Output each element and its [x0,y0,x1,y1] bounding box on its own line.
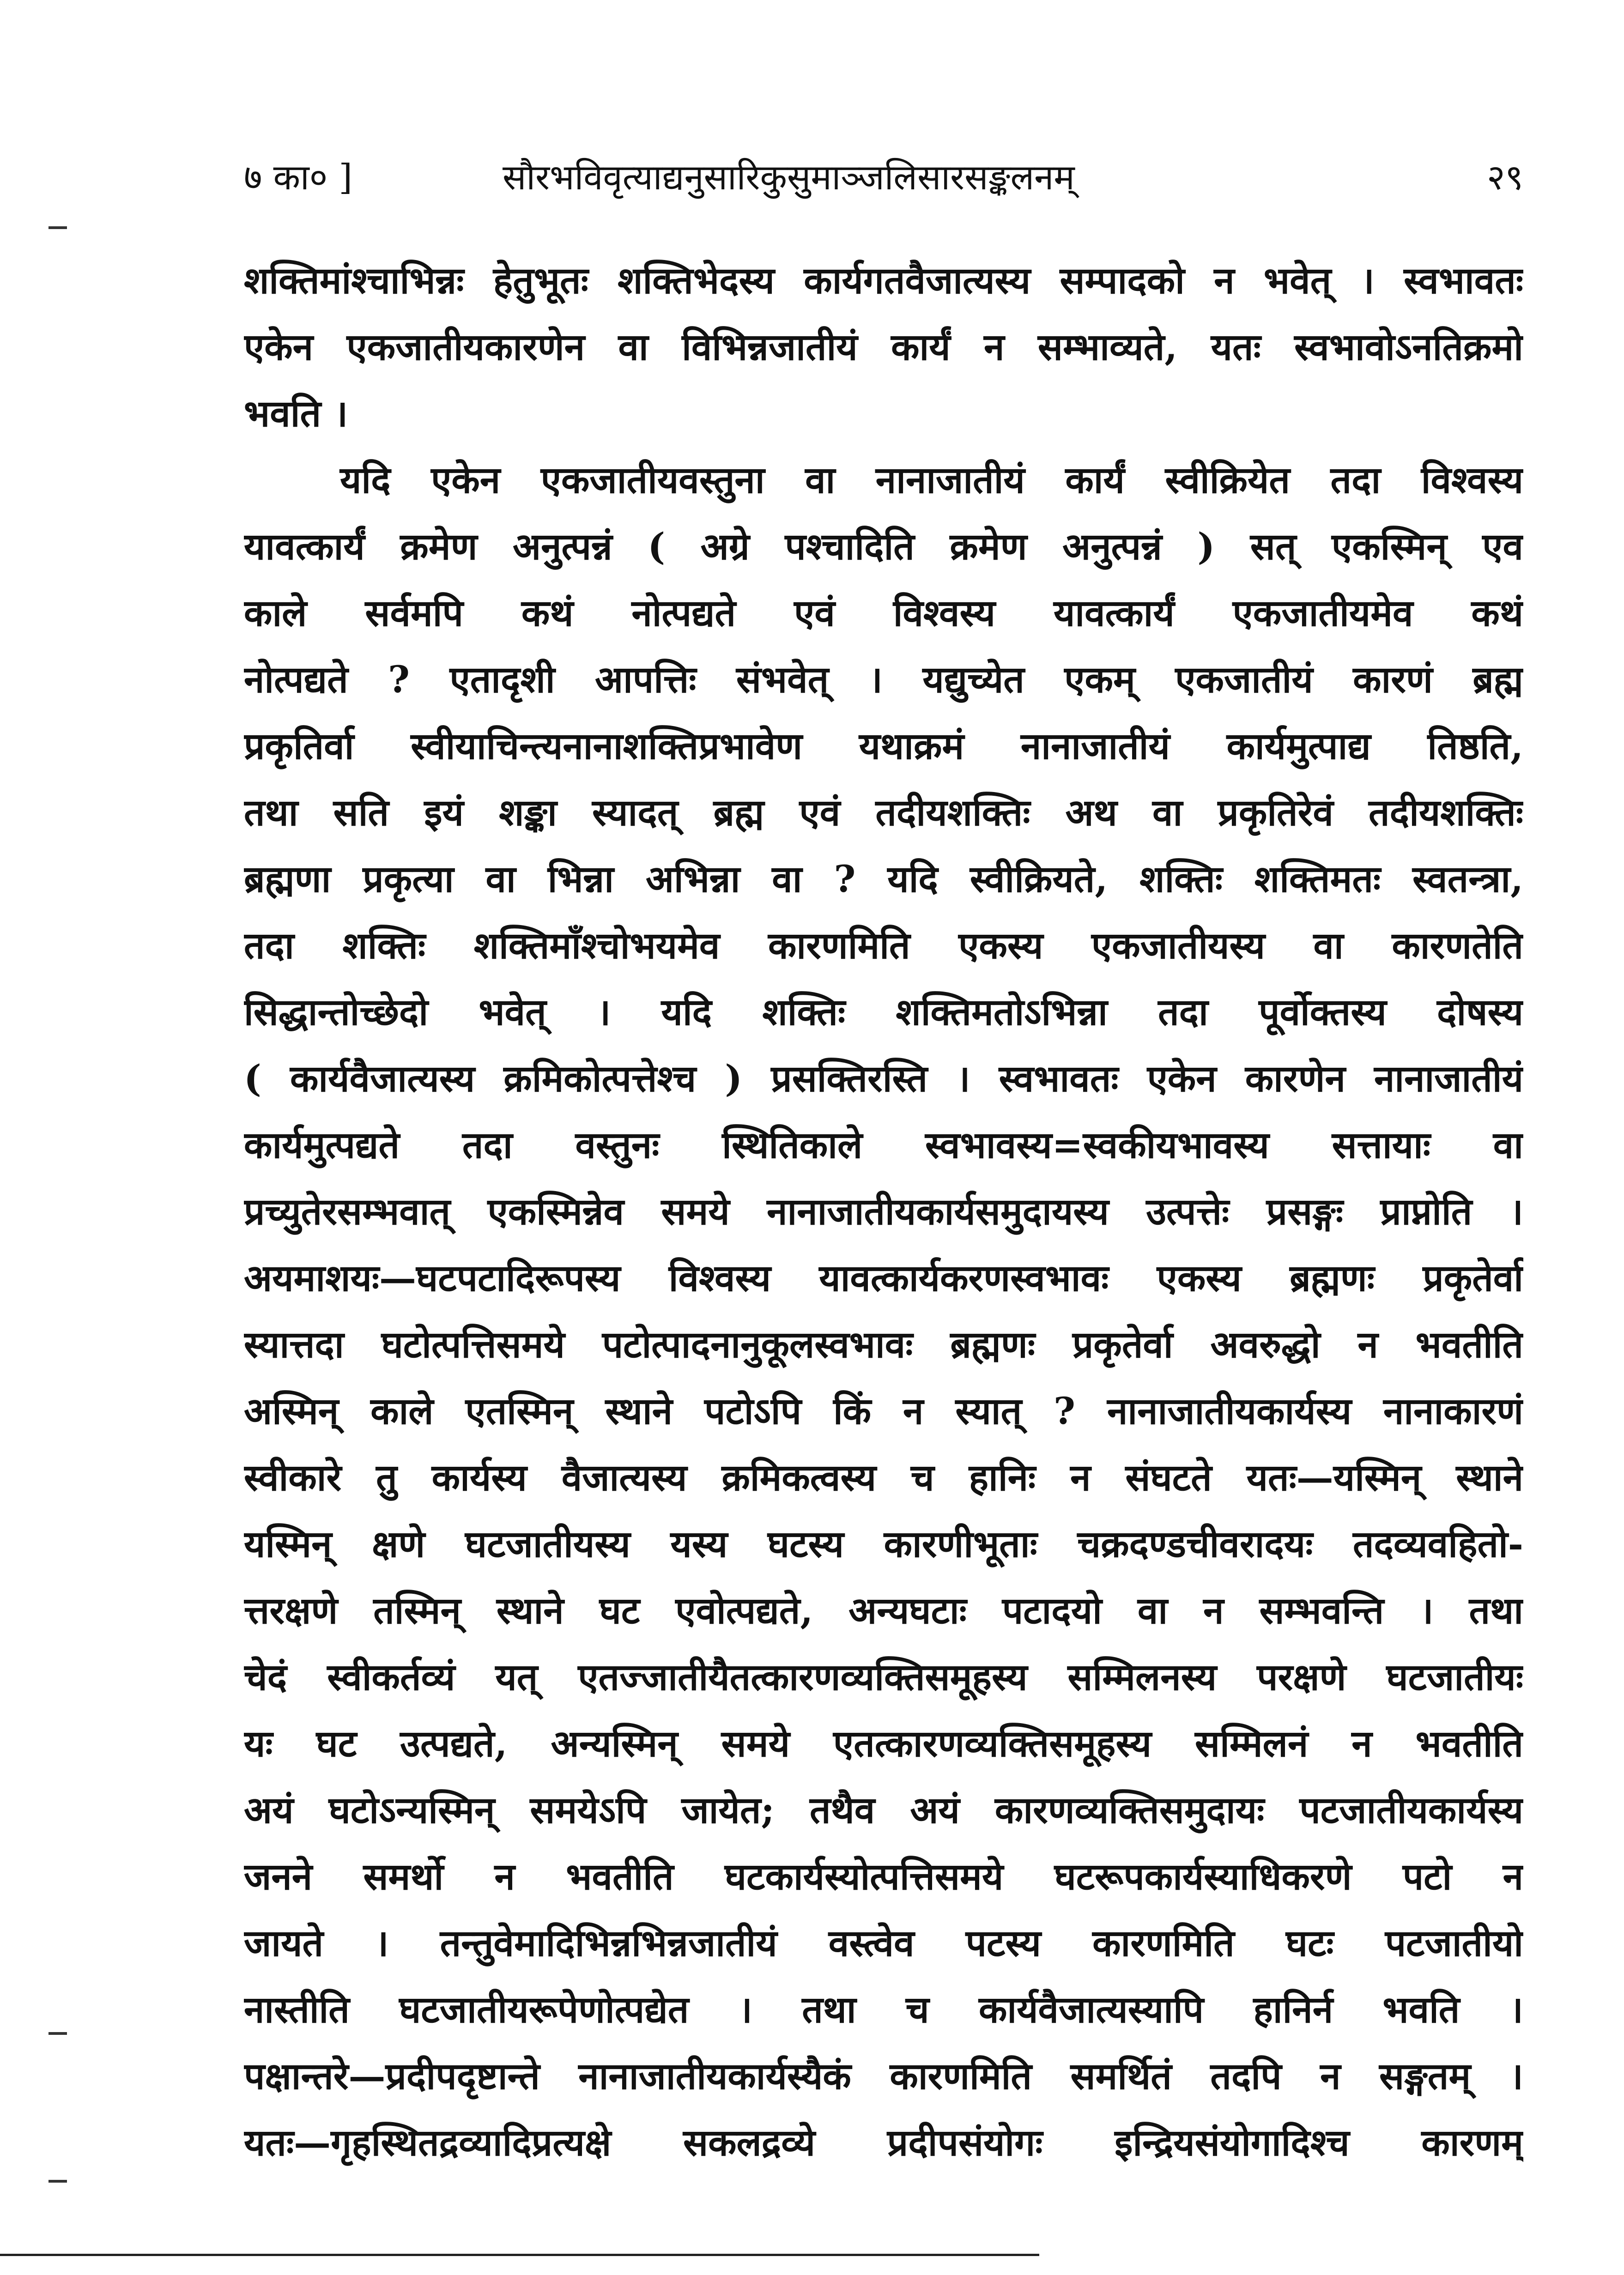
text-line: यावत्कार्यं क्रमेण अनुत्पन्नं ( अग्रे पश्चादिति क्रमेण अनुत्पन्नं ) सत् एकस्मिन् एव [244,525,1523,568]
text-line: यस्मिन् क्षणे घटजातीयस्य यस्य घटस्य कारणीभूताः चक्रदण्डचीवरादयः तदव्यवहितो- [244,1522,1523,1566]
text-line: यतः—गृहस्थितद्रव्यादिप्रत्यक्षे सकलद्रव्ये प्रदीपसंयोगः इन्द्रियसंयोगादिश्च कारणम् [244,2121,1523,2164]
margin-mark [48,2180,67,2183]
text-line: अयं घटोऽन्यस्मिन् समयेऽपि जायेत; तथैव अयं कारणव्यक्तिसमुदायः पटजातीयकार्यस्य [244,1788,1523,1832]
text-line: ( कार्यवैजात्यस्य क्रमिकोत्पत्तेश्च ) प्रसक्तिरस्ति । स्वभावतः एकेन कारणेन नानाजातीयं [244,1057,1523,1100]
text-line: यः घट उत्पद्यते, अन्यस्मिन् समये एतत्कारणव्यक्तिसमूहस्य सम्मिलनं न भवतीति [244,1722,1523,1765]
text-line: स्यात्तदा घटोत्पत्तिसमये पटोत्पादनानुकूलस्वभावः ब्रह्मणः प्रकृतेर्वा अवरुद्धो न भवतीति [244,1323,1523,1366]
text-line: स्वीकारे तु कार्यस्य वैजात्यस्य क्रमिकत्वस्य च हानिः न संघटते यतः—यस्मिन् स्थाने [244,1456,1523,1499]
text-line: जनने समर्थो न भवतीति घटकार्यस्योत्पत्तिसमये घटरूपकार्यस्याधिकरणे पटो न [244,1855,1523,1898]
text-line: जायते । तन्तुवेमादिभिन्नभिन्नजातीयं वस्त्वेव पटस्य कारणमिति घटः पटजातीयो [244,1921,1523,1965]
text-line: ब्रह्मणा प्रकृत्या वा भिन्ना अभिन्ना वा ? यदि स्वीक्रियते, शक्तिः शक्तिमतः स्वतन्त्रा, [244,857,1523,901]
text-line: नोत्पद्यते ? एतादृशी आपत्तिः संभवेत् । यद्युच्येत एकम् एकजातीयं कारणं ब्रह्म [244,658,1523,701]
bottom-rule [0,2254,1039,2256]
page-body [244,247,1523,2176]
text-line: नास्तीति घटजातीयरूपेणोत्पद्येत । तथा च कार्यवैजात्यस्यापि हानिर्न भवति । [244,1988,1523,2031]
text-line: एकेन एकजातीयकारणेन वा विभिन्नजातीयं कार्यं न सम्भाव्यते, यतः स्वभावोऽनतिक्रमो [244,325,1523,369]
text-line: कार्यमुत्पद्यते तदा वस्तुनः स्थितिकाले स्वभावस्य=स्वकीयभावस्य सत्तायाः वा [244,1123,1523,1167]
running-header [244,152,1523,203]
running-title: सौरभविवृत्याद्यनुसारिकुसुमाञ्जलिसारसङ्कलनम् [503,157,1075,198]
text-line: चेदं स्वीकर्तव्यं यत् एतज्जातीयैतत्कारणव्यक्तिसमूहस्य सम्मिलनस्य परक्षणे घटजातीयः [244,1655,1523,1699]
text-line: प्रच्युतेरसम्भवात् एकस्मिन्नेव समये नानाजातीयकार्यसमुदायस्य उत्पत्तेः प्रसङ्गः प्राप्नोति । [244,1190,1523,1233]
text-line: तथा सति इयं शङ्का स्यादत् ब्रह्म एवं तदीयशक्तिः अथ वा प्रकृतिरेवं तदीयशक्तिः [244,791,1523,834]
text-line: यदि एकेन एकजातीयवस्तुना वा नानाजातीयं कार्यं स्वीक्रियेत तदा विश्वस्य [340,458,1523,502]
chapter-marker: ७ का० ] [244,157,353,198]
margin-mark [48,2032,67,2035]
margin-mark [48,226,67,229]
text-line: सिद्धान्तोच्छेदो भवेत् । यदि शक्तिः शक्तिमतोऽभिन्ना तदा पूर्वोक्तस्य दोषस्य [244,990,1523,1034]
text-line: अस्मिन् काले एतस्मिन् स्थाने पटोऽपि किं न स्यात् ? नानाजातीयकार्यस्य नानाकारणं [244,1389,1523,1433]
text-line: अयमाशयः—घटपटादिरूपस्य विश्वस्य यावत्कार्यकरणस्वभावः एकस्य ब्रह्मणः प्रकृतेर्वा [244,1256,1523,1300]
text-line: काले सर्वमपि कथं नोत्पद्यते एवं विश्वस्य यावत्कार्यं एकजातीयमेव कथं [244,591,1523,635]
text-line: प्रकृतिर्वा स्वीयाचिन्त्यनानाशक्तिप्रभावेण यथाक्रमं नानाजातीयं कार्यमुत्पाद्य तिष्ठति, [244,724,1523,768]
page-number: २९ [1486,157,1523,198]
text-line: तदा शक्तिः शक्तिमाँश्चोभयमेव कारणमिति एकस्य एकजातीयस्य वा कारणतेति [244,924,1523,967]
text-line: त्तरक्षणे तस्मिन् स्थाने घट एवोत्पद्यते, अन्यघटाः पटादयो वा न सम्भवन्ति । तथा [244,1589,1523,1632]
text-line: शक्तिमांश्चाभिन्नः हेतुभूतः शक्तिभेदस्य कार्यगतवैजात्यस्य सम्पादको न भवेत् । स्वभावतः [244,259,1523,302]
text-line: भवति । [244,392,348,435]
text-line: पक्षान्तरे—प्रदीपदृष्टान्ते नानाजातीयकार्यस्यैकं कारणमिति समर्थितं तदपि न सङ्गतम् । [244,2054,1523,2098]
